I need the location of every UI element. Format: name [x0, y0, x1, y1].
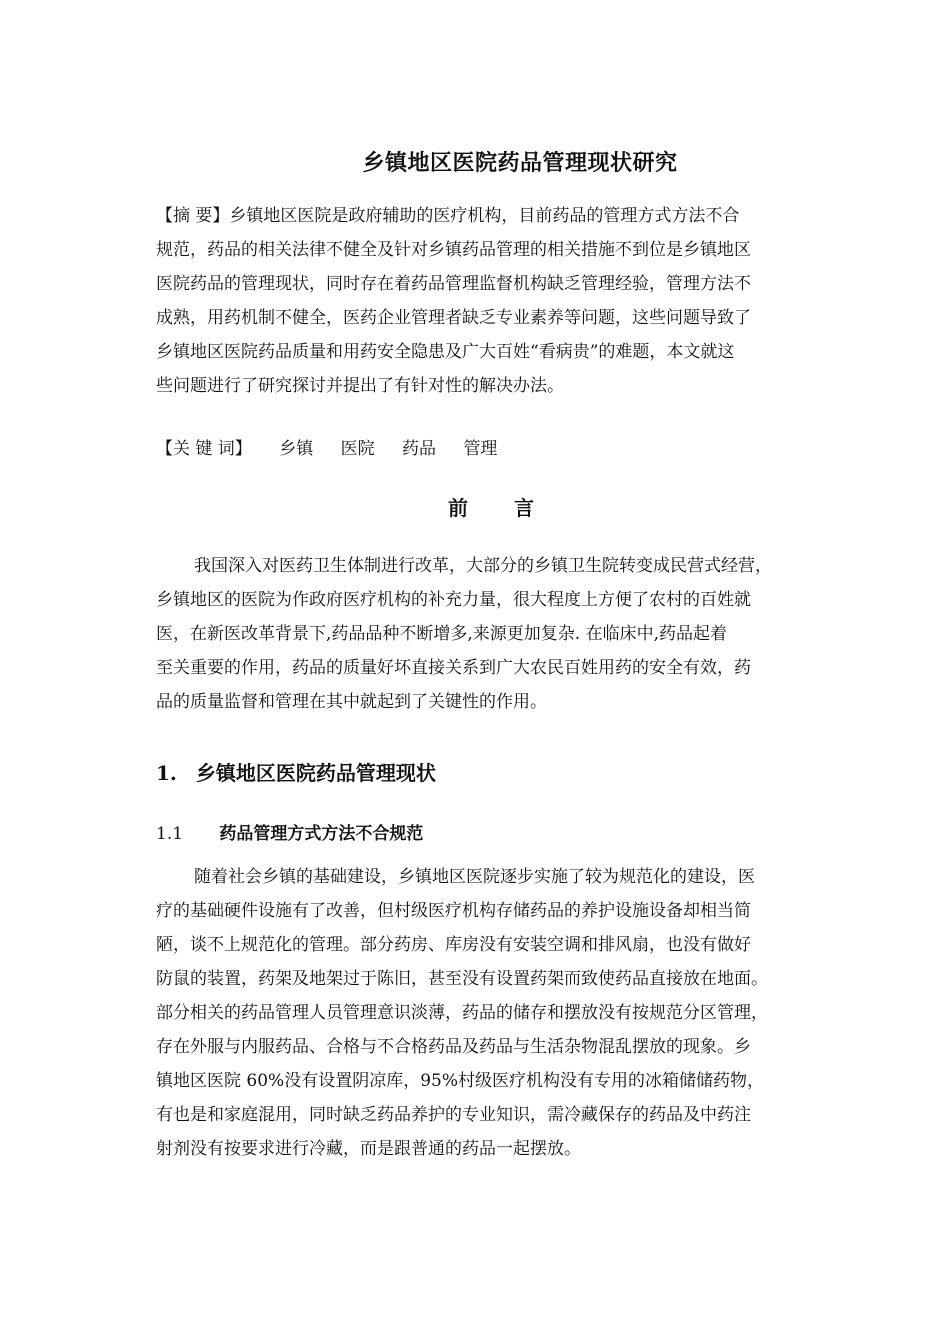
body-line: 疗的基础硬件设施有了改善，但村级医疗机构存储药品的养护设施设备却相当简	[156, 901, 751, 921]
body-line: 防鼠的装置，药架及地架过于陈旧，甚至没有设置药架而致使药品直接放在地面。	[156, 969, 768, 989]
preface-line: 医，在新医改革背景下,药品品种不断增多,来源更加复杂. 在临床中,药品起着	[156, 624, 728, 644]
body-line: 存在外服与内服药品、合格与不合格药品及药品与生活杂物混乱摆放的现象。乡	[156, 1037, 751, 1057]
section-1-heading	[156, 757, 436, 786]
subsection-title: 药品管理方式方法不合规范	[219, 824, 424, 844]
keywords-label: 【关 键 词】	[156, 439, 252, 459]
section-1-1-heading	[156, 819, 423, 844]
paper-title: 乡镇地区医院药品管理现状研究	[362, 150, 678, 176]
section-number: 1.	[156, 761, 177, 785]
section-1-1-paragraph	[156, 860, 836, 1166]
abstract-line: 乡镇地区医院药品质量和用药安全隐患及广大百姓“看病贵”的难题，本文就这	[156, 342, 735, 362]
preface-line: 我国深入对医药卫生体制进行改革，大部分的乡镇卫生院转变成民营式经营，	[194, 556, 772, 576]
preface-paragraph	[156, 549, 836, 719]
subsection-number: 1.1	[156, 824, 184, 844]
body-line: 镇地区医院 60%没有设置阴凉库，95%村级医疗机构没有专用的冰箱储储药物，	[156, 1071, 764, 1091]
abstract-paragraph	[156, 199, 836, 403]
preface-line: 品的质量监督和管理在其中就起到了关键性的作用。	[156, 692, 547, 712]
abstract-line: 规范，药品的相关法律不健全及针对乡镇药品管理的相关措施不到位是乡镇地区	[156, 240, 751, 260]
keyword: 管理	[463, 439, 498, 459]
body-line: 有也是和家庭混用，同时缺乏药品养护的专业知识，需冷藏保存的药品及中药注	[156, 1105, 751, 1125]
preface-line: 至关重要的作用，药品的质量好坏直接关系到广大农民百姓用药的安全有效，药	[156, 658, 751, 678]
section-title: 乡镇地区医院药品管理现状	[195, 761, 436, 785]
keyword: 药品	[402, 439, 437, 459]
keyword: 乡镇	[279, 439, 314, 459]
abstract-line: 【摘 要】乡镇地区医院是政府辅助的医疗机构，目前药品的管理方式方法不合	[156, 206, 740, 226]
body-line: 部分相关的药品管理人员管理意识淡薄，药品的储存和摆放没有按规范分区管理，	[156, 1003, 768, 1023]
keyword: 医院	[340, 439, 375, 459]
body-line: 随着社会乡镇的基础建设，乡镇地区医院逐步实施了较为规范化的建设，医	[194, 867, 755, 887]
body-line: 射剂没有按要求进行冷藏，而是跟普通的药品一起摆放。	[156, 1139, 581, 1159]
preface-line: 乡镇地区的医院为作政府医疗机构的补充力量，很大程度上方便了农村的百姓就	[156, 590, 751, 610]
preface-heading: 前言	[448, 496, 580, 520]
abstract-line: 成熟，用药机制不健全，医药企业管理者缺乏专业素养等问题，这些问题导致了	[156, 308, 751, 328]
keywords-row	[156, 432, 519, 466]
body-line: 陋，谈不上规范化的管理。部分药房、库房没有安装空调和排风扇，也没有做好	[156, 935, 751, 955]
abstract-line: 些问题进行了研究探讨并提出了有针对性的解决办法。	[156, 376, 564, 396]
abstract-line: 医院药品的管理现状，同时存在着药品管理监督机构缺乏管理经验，管理方法不	[156, 274, 751, 294]
